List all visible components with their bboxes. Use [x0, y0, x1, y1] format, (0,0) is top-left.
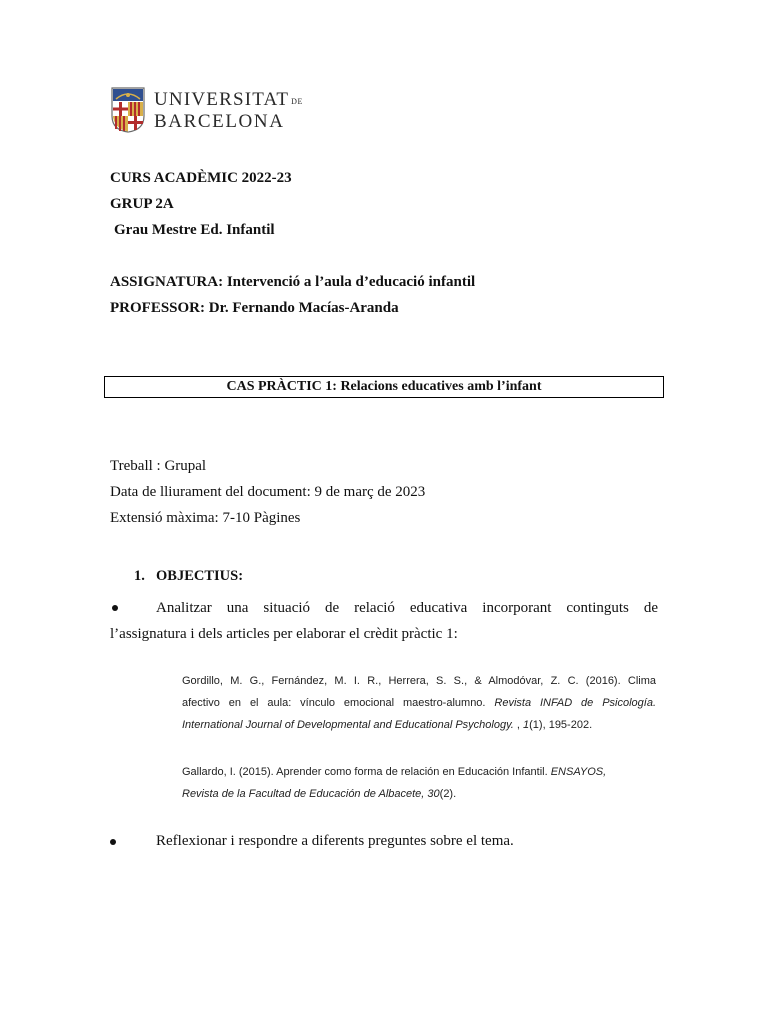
reference-2-line-1	[182, 761, 656, 783]
university-shield-icon	[110, 86, 146, 134]
professor: PROFESSOR: Dr. Fernando Macías-Aranda	[110, 300, 399, 316]
objectives-title: OBJECTIUS:	[156, 568, 244, 584]
objective-item-2: Reflexionar i respondre a diferents preguntes sobre el tema.	[156, 833, 514, 849]
objectives-number: 1.	[134, 568, 145, 584]
reference-2-line-2	[182, 783, 656, 805]
reference-2-issue: (2).	[439, 788, 457, 800]
reference-1-pages: (1), 195-202.	[529, 719, 593, 731]
logo-university-text: UNIVERSITAT	[154, 88, 290, 110]
reference-1-line-3	[182, 714, 656, 736]
reference-1-journal: Revista INFAD de Psicología.	[494, 697, 656, 709]
work-type: Treball : Grupal	[110, 458, 207, 474]
reference-1-journal-subtitle: International Journal of Developmental and Educational Psychology.	[182, 719, 514, 731]
subject: ASSIGNATURA: Intervenció a l’aula d’educació infantil	[110, 274, 476, 290]
objective-1-line-2: l’assignatura i dels articles per elaborar el crèdit pràctic 1:	[110, 626, 458, 642]
reference-1	[182, 670, 656, 736]
objective-1-line-1: Analitzar una situació de relació educativa incorporant continguts de	[156, 600, 658, 616]
reference-2-text: Gallardo, I. (2015). Aprender como forma de relación en Educación Infantil.	[182, 766, 551, 778]
university-logo	[110, 86, 303, 134]
logo-barcelona-text: BARCELONA	[154, 110, 285, 132]
objective-item-1	[110, 595, 658, 647]
academic-year: CURS ACADÈMIC 2022-23	[110, 170, 292, 186]
reference-2-journal: ENSAYOS,	[550, 766, 607, 778]
reference-2	[182, 761, 656, 805]
reference-2-journal-subtitle: Revista de la Facultad de Educación de Albacete, 30	[182, 788, 440, 800]
reference-1-text: afectivo en el aula: vínculo emocional maestro-alumno.	[182, 697, 495, 709]
delivery-date: Data de lliurament del document: 9 de març de 2023	[110, 484, 426, 500]
logo-de-text: DE	[291, 96, 303, 106]
case-title-box	[104, 376, 664, 398]
bullet-icon	[110, 839, 116, 845]
reference-1-volume: 1	[523, 719, 530, 731]
objectives-heading	[134, 568, 243, 585]
reference-1-separator: ,	[513, 719, 524, 731]
group: GRUP 2A	[110, 196, 174, 212]
reference-1-line-2	[182, 692, 656, 714]
case-title: CAS PRÀCTIC 1: Relacions educatives amb l’infant	[226, 379, 542, 394]
degree: Grau Mestre Ed. Infantil	[114, 222, 275, 238]
logo-wordmark	[154, 90, 303, 131]
reference-1-line-1: Gordillo, M. G., Fernández, M. I. R., Herrera, S. S., & Almodóvar, Z. C. (2016). Clima	[182, 675, 656, 687]
max-extension: Extensió màxima: 7-10 Pàgines	[110, 510, 301, 526]
